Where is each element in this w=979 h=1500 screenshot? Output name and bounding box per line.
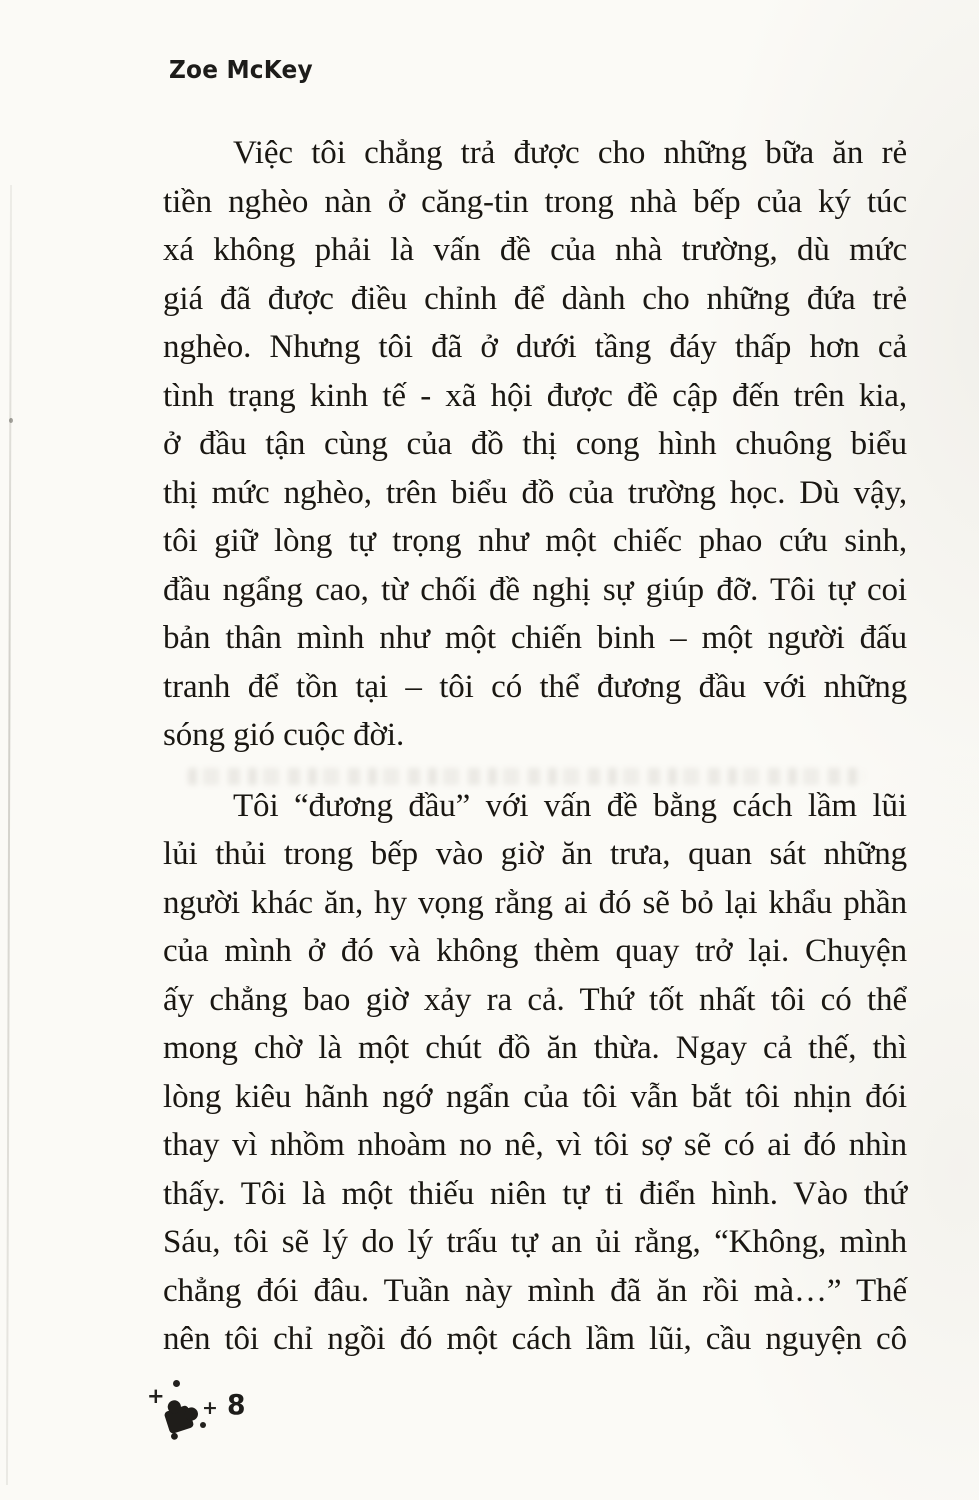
body-text-line: Tôi “đương đầu” với vấn đề bằng cách lầm lũi xyxy=(233,787,907,824)
body-text-line: bản thân mình như một chiến binh – một người đấu xyxy=(163,620,907,656)
body-text-line: tình trạng kinh tế - xã hội được đề cập đến trên kia, xyxy=(163,377,907,414)
body-text-line: lòng kiêu hãnh ngớ ngẩn của tôi vẫn bắt tôi nhịn đói xyxy=(163,1078,907,1115)
scan-edge-artifact xyxy=(6,185,12,1485)
body-text-line: Sáu, tôi sẽ lý do lý trấu tự an ủi rằng, “Không, mình xyxy=(163,1224,907,1260)
body-text-line: đầu ngẩng cao, từ chối đề nghị sự giúp đỡ. Tôi tự coi xyxy=(163,571,907,608)
body-text-line: tiền nghèo nàn ở căng-tin trong nhà bếp của ký túc xyxy=(163,183,907,220)
body-text-line: thị mức nghèo, trên biểu đồ của trường học. Dù vậy, xyxy=(163,474,907,511)
body-text-line: thấy. Tôi là một thiếu niên tự ti điển hình. Vào thứ xyxy=(163,1175,907,1212)
body-text-line: ấy chẳng bao giờ xảy ra cả. Thứ tốt nhất tôi có thể xyxy=(163,981,907,1018)
plus-ornament: + xyxy=(147,1384,165,1408)
paragraph-1 xyxy=(163,129,907,760)
body-text-line: của mình ở đó và không thèm quay trở lại. Chuyện xyxy=(163,933,907,969)
page-number: 8 xyxy=(227,1388,246,1421)
body-text-line: lủi thủi trong bếp vào giờ ăn trưa, quan sát những xyxy=(163,836,907,872)
body-text-line: thay vì nhồm nhoàm no nê, vì tôi sợ sẽ có ai đó nhìn xyxy=(163,1127,907,1163)
body-text-line: ở đầu tận cùng của đồ thị cong hình chuông biểu xyxy=(163,426,907,462)
body-text-line: Việc tôi chẳng trả được cho những bữa ăn rẻ xyxy=(233,135,907,171)
page-footer xyxy=(143,1372,323,1442)
body-text-line: mong chờ là một chút đồ ăn thừa. Ngay cả thế, thì xyxy=(163,1030,907,1066)
body-text-line: tranh để tồn tại – tôi có thể đương đầu với những xyxy=(163,668,907,705)
dot-ornament xyxy=(173,1380,180,1387)
body-text-line: xá không phải là vấn đề của nhà trường, dù mức xyxy=(163,232,907,268)
body-text-line: tôi giữ lòng tự trọng như một chiếc phao cứu sinh, xyxy=(163,523,907,559)
paragraph-2 xyxy=(163,782,907,1364)
body-text-line: người khác ăn, hy vọng rằng ai đó sẽ bỏ lại khẩu phần xyxy=(163,884,907,921)
body-text-line: giá đã được điều chỉnh để dành cho những đứa trẻ xyxy=(163,280,907,317)
running-header-author: Zoe McKey xyxy=(169,55,313,84)
body-text-line: nên tôi chỉ ngồi đó một cách lầm lũi, cầu nguyện cô xyxy=(163,1321,907,1357)
dot-ornament xyxy=(200,1422,206,1428)
puzzle-piece-icon xyxy=(153,1392,205,1440)
body-text-line: chẳng đói đâu. Tuần này mình đã ăn rồi mà…” Thế xyxy=(163,1272,907,1309)
ink-bleed-through-artifact xyxy=(188,768,864,785)
body-text-line: sóng gió cuộc đời. xyxy=(163,717,405,753)
page-body xyxy=(163,129,907,1364)
plus-ornament: + xyxy=(202,1397,218,1419)
body-text-line: nghèo. Nhưng tôi đã ở dưới tầng đáy thấp hơn cả xyxy=(163,329,907,365)
scan-speck-artifact xyxy=(9,418,13,423)
